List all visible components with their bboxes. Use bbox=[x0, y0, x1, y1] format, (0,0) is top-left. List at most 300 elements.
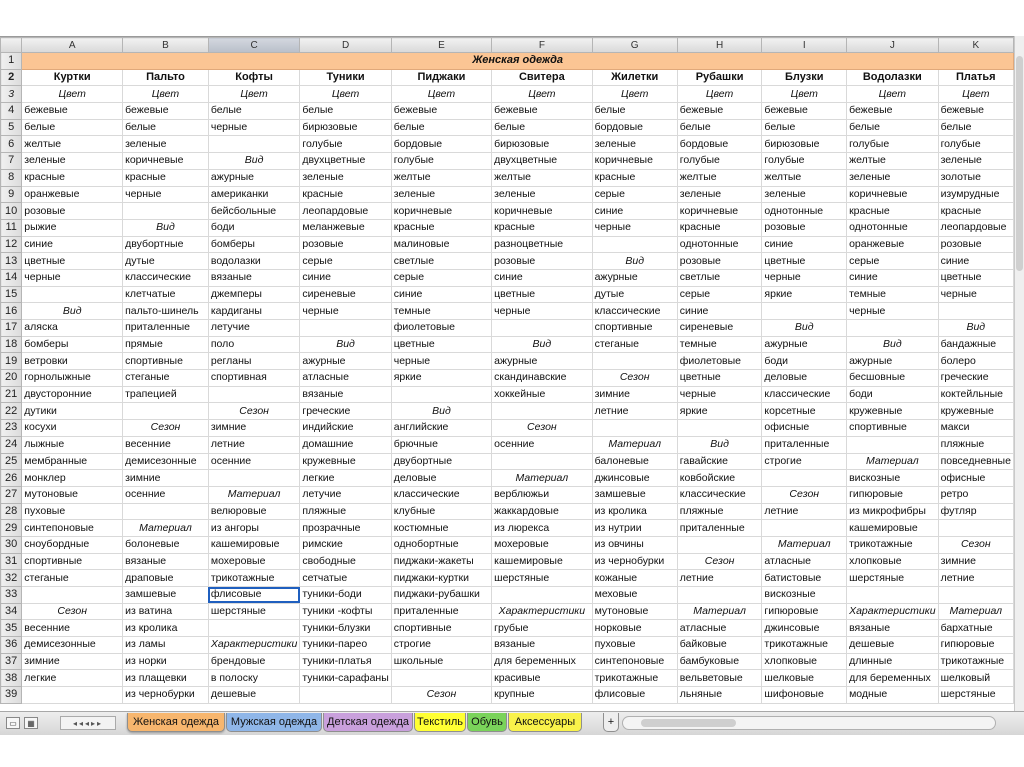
cell[interactable]: из ангоры bbox=[208, 520, 300, 537]
cell[interactable]: Сезон bbox=[123, 420, 209, 437]
cell[interactable]: хоккейные bbox=[492, 386, 592, 403]
cell[interactable] bbox=[391, 386, 491, 403]
cell[interactable]: рыжие bbox=[22, 219, 123, 236]
cell[interactable]: малиновые bbox=[391, 236, 491, 253]
cell[interactable]: коричневые bbox=[391, 203, 491, 220]
cell[interactable]: кожаные bbox=[592, 570, 677, 587]
row-header[interactable]: 22 bbox=[1, 403, 22, 420]
cell[interactable]: Свитера bbox=[492, 69, 592, 86]
cell[interactable]: однобортные bbox=[391, 536, 491, 553]
cell[interactable]: из люрекса bbox=[492, 520, 592, 537]
cell[interactable]: туники -кофты bbox=[300, 603, 391, 620]
cell[interactable]: двусторонние bbox=[22, 386, 123, 403]
sheet-tab[interactable]: Женская одежда bbox=[127, 713, 225, 732]
cell[interactable]: туники-парео bbox=[300, 637, 391, 654]
cell[interactable]: цветные bbox=[22, 253, 123, 270]
cell[interactable]: Цвет bbox=[847, 86, 939, 103]
cell[interactable]: красные bbox=[391, 219, 491, 236]
cell[interactable]: косухи bbox=[22, 420, 123, 437]
cell[interactable]: коричневые bbox=[592, 153, 677, 170]
cell[interactable]: клубные bbox=[391, 503, 491, 520]
cell[interactable]: корсетные bbox=[762, 403, 847, 420]
row-header[interactable]: 36 bbox=[1, 637, 22, 654]
row-header[interactable]: 28 bbox=[1, 503, 22, 520]
cell[interactable]: горнолыжные bbox=[22, 370, 123, 387]
cell[interactable]: трикотажные bbox=[938, 653, 1013, 670]
cell[interactable]: черные bbox=[677, 386, 762, 403]
cell[interactable]: темные bbox=[391, 303, 491, 320]
normal-view-icon[interactable]: ▭ bbox=[6, 717, 20, 729]
row-header[interactable]: 38 bbox=[1, 670, 22, 687]
cell[interactable]: желтые bbox=[22, 136, 123, 153]
cell[interactable]: льняные bbox=[677, 687, 762, 704]
cell[interactable]: из микрофибры bbox=[847, 503, 939, 520]
cell[interactable]: синие bbox=[22, 236, 123, 253]
cell[interactable]: гипюровые bbox=[762, 603, 847, 620]
cell[interactable]: белые bbox=[300, 103, 391, 120]
cell[interactable]: пиджаки-куртки bbox=[391, 570, 491, 587]
cell[interactable]: бежевые bbox=[762, 103, 847, 120]
cell[interactable]: ажурные bbox=[300, 353, 391, 370]
sheet-tab[interactable]: Мужская одежда bbox=[226, 713, 322, 732]
cell[interactable] bbox=[762, 520, 847, 537]
cell[interactable]: зеленые bbox=[492, 186, 592, 203]
cell[interactable]: туники-платья bbox=[300, 653, 391, 670]
cell[interactable]: вязаные bbox=[847, 620, 939, 637]
row-header[interactable]: 35 bbox=[1, 620, 22, 637]
cell[interactable]: двубортные bbox=[123, 236, 209, 253]
cell[interactable]: легкие bbox=[300, 470, 391, 487]
cell[interactable]: весенние bbox=[22, 620, 123, 637]
cell[interactable]: вязаные bbox=[492, 637, 592, 654]
cell[interactable]: спортивные bbox=[123, 353, 209, 370]
cell[interactable]: Вид bbox=[300, 336, 391, 353]
cell[interactable]: дутые bbox=[123, 253, 209, 270]
cell[interactable]: синтепоновые bbox=[592, 653, 677, 670]
cell[interactable]: брендовые bbox=[208, 653, 300, 670]
cell[interactable]: свободные bbox=[300, 553, 391, 570]
cell[interactable]: бирюзовые bbox=[492, 136, 592, 153]
cell[interactable]: пуховые bbox=[592, 637, 677, 654]
cell[interactable]: из нутрии bbox=[592, 520, 677, 537]
cell[interactable]: зеленые bbox=[762, 186, 847, 203]
cell[interactable]: фиолетовые bbox=[391, 320, 491, 337]
cell[interactable]: туники-сарафаны bbox=[300, 670, 391, 687]
cell[interactable]: длинные bbox=[847, 653, 939, 670]
column-header-e[interactable]: E bbox=[391, 38, 491, 53]
cell[interactable]: пальто-шинель bbox=[123, 303, 209, 320]
cell[interactable]: английские bbox=[391, 420, 491, 437]
cell[interactable]: ковбойские bbox=[677, 470, 762, 487]
cell[interactable]: мутоновые bbox=[22, 486, 123, 503]
cell[interactable]: жаккардовые bbox=[492, 503, 592, 520]
column-header-g[interactable]: G bbox=[592, 38, 677, 53]
add-sheet-button[interactable]: + bbox=[603, 713, 619, 732]
cell[interactable]: черные bbox=[938, 286, 1013, 303]
column-header-b[interactable]: B bbox=[123, 38, 209, 53]
cell[interactable]: крупные bbox=[492, 687, 592, 704]
cell[interactable]: спортивные bbox=[22, 553, 123, 570]
cell[interactable]: повседневные bbox=[938, 453, 1013, 470]
cell[interactable]: из ламы bbox=[123, 637, 209, 654]
cell[interactable]: ретро bbox=[938, 486, 1013, 503]
cell[interactable]: дутые bbox=[592, 286, 677, 303]
cell[interactable]: велюровые bbox=[208, 503, 300, 520]
cell[interactable]: шерстяные bbox=[847, 570, 939, 587]
cell[interactable]: из плащевки bbox=[123, 670, 209, 687]
cell[interactable]: вискозные bbox=[847, 470, 939, 487]
column-header-f[interactable]: F bbox=[492, 38, 592, 53]
cell[interactable] bbox=[677, 536, 762, 553]
row-header[interactable]: 8 bbox=[1, 169, 22, 186]
row-header[interactable]: 15 bbox=[1, 286, 22, 303]
cell[interactable]: флисовые bbox=[592, 687, 677, 704]
cell[interactable]: летние bbox=[938, 570, 1013, 587]
cell[interactable]: коричневые bbox=[677, 203, 762, 220]
cell[interactable]: байковые bbox=[677, 637, 762, 654]
row-header[interactable]: 25 bbox=[1, 453, 22, 470]
cell[interactable] bbox=[847, 436, 939, 453]
cell[interactable]: бирюзовые bbox=[300, 119, 391, 136]
cell[interactable]: бордовые bbox=[677, 136, 762, 153]
cell[interactable]: греческие bbox=[300, 403, 391, 420]
cell[interactable]: норковые bbox=[592, 620, 677, 637]
cell[interactable]: синие bbox=[677, 303, 762, 320]
row-header[interactable]: 6 bbox=[1, 136, 22, 153]
cell[interactable]: из чернобурки bbox=[592, 553, 677, 570]
cell[interactable]: голубые bbox=[762, 153, 847, 170]
cell[interactable]: спортивные bbox=[847, 420, 939, 437]
cell[interactable]: Материал bbox=[677, 603, 762, 620]
row-header[interactable]: 13 bbox=[1, 253, 22, 270]
cell[interactable]: офисные bbox=[938, 470, 1013, 487]
cell[interactable] bbox=[677, 587, 762, 604]
cell[interactable]: меланжевые bbox=[300, 219, 391, 236]
cell[interactable]: пляжные bbox=[300, 503, 391, 520]
cell[interactable]: зимние bbox=[22, 653, 123, 670]
cell[interactable] bbox=[123, 203, 209, 220]
cell[interactable]: замшевые bbox=[592, 486, 677, 503]
cell[interactable]: оранжевые bbox=[847, 236, 939, 253]
cell[interactable]: зимние bbox=[208, 420, 300, 437]
spreadsheet-grid[interactable] bbox=[0, 36, 1014, 712]
cell[interactable]: макси bbox=[938, 420, 1013, 437]
cell[interactable]: розовые bbox=[677, 253, 762, 270]
cell[interactable]: белые bbox=[592, 103, 677, 120]
cell[interactable]: туники-боди bbox=[300, 587, 391, 604]
row-header[interactable]: 37 bbox=[1, 653, 22, 670]
cell[interactable]: мохеровые bbox=[492, 536, 592, 553]
cell[interactable]: сиреневые bbox=[677, 320, 762, 337]
vertical-scroll-thumb[interactable] bbox=[1016, 56, 1023, 271]
cell[interactable]: поло bbox=[208, 336, 300, 353]
cell[interactable]: демисезонные bbox=[22, 637, 123, 654]
cell[interactable]: прямые bbox=[123, 336, 209, 353]
row-header[interactable]: 39 bbox=[1, 687, 22, 704]
cell[interactable]: Вид bbox=[592, 253, 677, 270]
cell[interactable]: Характеристики bbox=[208, 637, 300, 654]
cell[interactable]: двухцветные bbox=[300, 153, 391, 170]
cell[interactable]: красные bbox=[938, 203, 1013, 220]
cell[interactable]: дешевые bbox=[208, 687, 300, 704]
cell[interactable]: скандинавские bbox=[492, 370, 592, 387]
cell[interactable]: хлопковые bbox=[847, 553, 939, 570]
cell[interactable]: водолазки bbox=[208, 253, 300, 270]
cell[interactable]: классические bbox=[391, 486, 491, 503]
row-header[interactable]: 5 bbox=[1, 119, 22, 136]
cell[interactable]: Материал bbox=[208, 486, 300, 503]
cell[interactable]: сетчатые bbox=[300, 570, 391, 587]
cell[interactable]: розовые bbox=[22, 203, 123, 220]
sheet-title-cell[interactable]: Женская одежда bbox=[22, 53, 1014, 70]
cell[interactable]: бордовые bbox=[592, 119, 677, 136]
row-header[interactable]: 3 bbox=[1, 86, 22, 103]
cell[interactable]: Туники bbox=[300, 69, 391, 86]
cell[interactable]: ажурные bbox=[492, 353, 592, 370]
cell[interactable]: Пиджаки bbox=[391, 69, 491, 86]
cell[interactable] bbox=[592, 236, 677, 253]
sheet-tab[interactable]: Детская одежда bbox=[323, 713, 413, 732]
cell[interactable]: шелковые bbox=[762, 670, 847, 687]
row-header[interactable]: 21 bbox=[1, 386, 22, 403]
row-header[interactable]: 27 bbox=[1, 486, 22, 503]
cell[interactable]: греческие bbox=[938, 370, 1013, 387]
cell[interactable]: Вид bbox=[762, 320, 847, 337]
cell[interactable]: голубые bbox=[391, 153, 491, 170]
cell[interactable] bbox=[677, 420, 762, 437]
cell[interactable]: приталенные bbox=[762, 436, 847, 453]
cell[interactable]: синие bbox=[847, 269, 939, 286]
cell[interactable]: прозрачные bbox=[300, 520, 391, 537]
cell[interactable]: белые bbox=[492, 119, 592, 136]
cell[interactable]: вязаные bbox=[300, 386, 391, 403]
cell[interactable]: атласные bbox=[300, 370, 391, 387]
cell[interactable]: Вид bbox=[22, 303, 123, 320]
cell[interactable]: мутоновые bbox=[592, 603, 677, 620]
cell[interactable] bbox=[300, 687, 391, 704]
column-header-c[interactable]: C bbox=[208, 38, 300, 53]
cell[interactable]: кружевные bbox=[847, 403, 939, 420]
cell[interactable]: футляр bbox=[938, 503, 1013, 520]
cell[interactable]: из норки bbox=[123, 653, 209, 670]
cell[interactable]: ажурные bbox=[762, 336, 847, 353]
cell[interactable]: цветные bbox=[391, 336, 491, 353]
cell[interactable]: шерстяные bbox=[492, 570, 592, 587]
cell[interactable]: бежевые bbox=[22, 103, 123, 120]
cell[interactable] bbox=[391, 670, 491, 687]
cell[interactable] bbox=[22, 587, 123, 604]
cell[interactable]: фиолетовые bbox=[677, 353, 762, 370]
cell[interactable]: зеленые bbox=[123, 136, 209, 153]
cell[interactable]: классические bbox=[677, 486, 762, 503]
cell[interactable]: Цвет bbox=[592, 86, 677, 103]
cell[interactable]: голубые bbox=[677, 153, 762, 170]
cell[interactable]: леопардовые bbox=[938, 219, 1013, 236]
cell[interactable]: кардиганы bbox=[208, 303, 300, 320]
cell[interactable]: джинсовые bbox=[592, 470, 677, 487]
cell[interactable]: яркие bbox=[677, 403, 762, 420]
cell[interactable]: кружевные bbox=[300, 453, 391, 470]
cell[interactable]: мембранные bbox=[22, 453, 123, 470]
cell[interactable]: черные bbox=[208, 119, 300, 136]
cell[interactable]: сиреневые bbox=[300, 286, 391, 303]
cell[interactable]: бомберы bbox=[208, 236, 300, 253]
cell[interactable]: Пальто bbox=[123, 69, 209, 86]
cell[interactable]: коричневые bbox=[492, 203, 592, 220]
column-header-h[interactable]: H bbox=[677, 38, 762, 53]
cell[interactable]: дешевые bbox=[847, 637, 939, 654]
cell[interactable]: из ватина bbox=[123, 603, 209, 620]
cell[interactable]: бордовые bbox=[391, 136, 491, 153]
cell[interactable]: осенние bbox=[123, 486, 209, 503]
cell[interactable]: серые bbox=[592, 186, 677, 203]
cell[interactable]: верблюжьи bbox=[492, 486, 592, 503]
cell[interactable]: бейсбольные bbox=[208, 203, 300, 220]
cell[interactable]: белые bbox=[847, 119, 939, 136]
cell[interactable] bbox=[847, 320, 939, 337]
cell[interactable]: из кролика bbox=[592, 503, 677, 520]
cell[interactable]: ажурные bbox=[592, 269, 677, 286]
cell[interactable]: приталенные bbox=[677, 520, 762, 537]
sheet-navigation-arrows[interactable]: ◂◂◂▸▸ bbox=[60, 716, 116, 730]
cell[interactable]: синие bbox=[391, 286, 491, 303]
cell[interactable]: джинсовые bbox=[762, 620, 847, 637]
cell[interactable]: голубые bbox=[300, 136, 391, 153]
cell[interactable]: демисезонные bbox=[123, 453, 209, 470]
cell[interactable]: Кофты bbox=[208, 69, 300, 86]
cell[interactable]: Рубашки bbox=[677, 69, 762, 86]
cell[interactable] bbox=[208, 136, 300, 153]
cell[interactable]: белые bbox=[677, 119, 762, 136]
cell[interactable]: Жилетки bbox=[592, 69, 677, 86]
cell[interactable]: розовые bbox=[300, 236, 391, 253]
row-header[interactable]: 17 bbox=[1, 320, 22, 337]
cell[interactable]: стеганые bbox=[22, 570, 123, 587]
cell[interactable]: Сезон bbox=[492, 420, 592, 437]
cell[interactable]: костюмные bbox=[391, 520, 491, 537]
cell[interactable]: шелковый bbox=[938, 670, 1013, 687]
cell[interactable]: из кролика bbox=[123, 620, 209, 637]
cell-table[interactable] bbox=[0, 37, 1014, 704]
cell[interactable]: регланы bbox=[208, 353, 300, 370]
cell[interactable]: бежевые bbox=[847, 103, 939, 120]
row-header[interactable]: 20 bbox=[1, 370, 22, 387]
sheet-tab[interactable]: Текстиль bbox=[414, 713, 466, 732]
horizontal-scroll-thumb[interactable] bbox=[641, 719, 736, 727]
cell[interactable] bbox=[208, 470, 300, 487]
cell[interactable] bbox=[22, 286, 123, 303]
cell[interactable] bbox=[208, 386, 300, 403]
cell[interactable]: синие bbox=[592, 203, 677, 220]
row-header[interactable]: 31 bbox=[1, 553, 22, 570]
cell[interactable]: бежевые bbox=[123, 103, 209, 120]
cell[interactable]: Сезон bbox=[592, 370, 677, 387]
cell[interactable]: боди bbox=[762, 353, 847, 370]
cell[interactable] bbox=[492, 453, 592, 470]
cell[interactable]: серые bbox=[300, 253, 391, 270]
cell[interactable]: вязаные bbox=[123, 553, 209, 570]
row-header[interactable]: 7 bbox=[1, 153, 22, 170]
cell[interactable]: белые bbox=[762, 119, 847, 136]
row-header[interactable]: 33 bbox=[1, 587, 22, 604]
select-all-corner[interactable] bbox=[1, 38, 22, 53]
cell[interactable]: Водолазки bbox=[847, 69, 939, 86]
row-header[interactable]: 34 bbox=[1, 603, 22, 620]
cell[interactable]: Материал bbox=[492, 470, 592, 487]
cell[interactable]: стеганые bbox=[592, 336, 677, 353]
cell[interactable]: бежевые bbox=[938, 103, 1013, 120]
cell[interactable]: пляжные bbox=[938, 436, 1013, 453]
cell[interactable]: драповые bbox=[123, 570, 209, 587]
cell[interactable]: туники-блузки bbox=[300, 620, 391, 637]
cell[interactable]: осенние bbox=[208, 453, 300, 470]
cell[interactable]: Сезон bbox=[677, 553, 762, 570]
cell[interactable]: балоневые bbox=[592, 453, 677, 470]
cell[interactable]: красные bbox=[592, 169, 677, 186]
cell[interactable] bbox=[300, 320, 391, 337]
cell[interactable]: бомберы bbox=[22, 336, 123, 353]
cell[interactable]: синие bbox=[300, 269, 391, 286]
row-header[interactable]: 16 bbox=[1, 303, 22, 320]
cell[interactable]: синие bbox=[938, 253, 1013, 270]
cell[interactable]: в полоску bbox=[208, 670, 300, 687]
cell[interactable] bbox=[938, 520, 1013, 537]
cell[interactable]: красные bbox=[123, 169, 209, 186]
column-header-j[interactable]: J bbox=[847, 38, 939, 53]
cell[interactable]: Материал bbox=[762, 536, 847, 553]
cell[interactable]: бежевые bbox=[391, 103, 491, 120]
sheet-tab[interactable]: Обувь bbox=[467, 713, 507, 732]
cell[interactable]: леопардовые bbox=[300, 203, 391, 220]
cell[interactable]: красные bbox=[847, 203, 939, 220]
cell[interactable]: зеленые bbox=[22, 153, 123, 170]
cell[interactable]: болеро bbox=[938, 353, 1013, 370]
row-header[interactable]: 12 bbox=[1, 236, 22, 253]
cell[interactable]: приталенные bbox=[123, 320, 209, 337]
cell[interactable]: зеленые bbox=[847, 169, 939, 186]
cell[interactable]: розовые bbox=[762, 219, 847, 236]
cell[interactable]: Цвет bbox=[492, 86, 592, 103]
cell[interactable]: Сезон bbox=[762, 486, 847, 503]
cell[interactable] bbox=[847, 587, 939, 604]
cell[interactable] bbox=[123, 503, 209, 520]
cell[interactable]: трикотажные bbox=[847, 536, 939, 553]
cell[interactable]: серые bbox=[391, 269, 491, 286]
cell[interactable] bbox=[492, 587, 592, 604]
cell[interactable]: ажурные bbox=[208, 169, 300, 186]
cell[interactable]: яркие bbox=[762, 286, 847, 303]
cell[interactable]: спортивные bbox=[391, 620, 491, 637]
cell[interactable]: кашемировые bbox=[208, 536, 300, 553]
row-header[interactable]: 29 bbox=[1, 520, 22, 537]
cell[interactable]: зеленые bbox=[592, 136, 677, 153]
cell[interactable]: летучие bbox=[208, 320, 300, 337]
cell[interactable]: голубые bbox=[938, 136, 1013, 153]
cell[interactable]: летние bbox=[677, 570, 762, 587]
cell[interactable] bbox=[592, 353, 677, 370]
cell[interactable]: Материал bbox=[938, 603, 1013, 620]
selected-cell[interactable]: флисовые bbox=[208, 587, 300, 604]
cell[interactable]: светлые bbox=[391, 253, 491, 270]
cell[interactable]: Цвет bbox=[391, 86, 491, 103]
cell[interactable]: офисные bbox=[762, 420, 847, 437]
cell[interactable]: мохеровые bbox=[208, 553, 300, 570]
cell[interactable]: модные bbox=[847, 687, 939, 704]
cell[interactable]: цветные bbox=[938, 269, 1013, 286]
cell[interactable]: Материал bbox=[847, 453, 939, 470]
cell[interactable]: Материал bbox=[592, 436, 677, 453]
cell[interactable]: бамбуковые bbox=[677, 653, 762, 670]
